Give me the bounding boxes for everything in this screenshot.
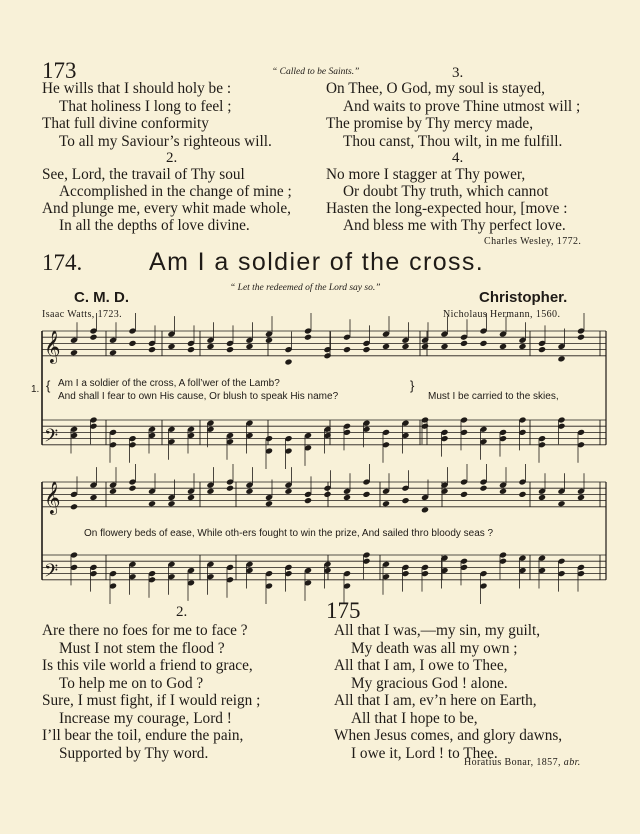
note-head [479, 485, 487, 492]
note-head [518, 343, 526, 350]
note-head [518, 491, 526, 498]
bass-clef-icon: 𝄢 [44, 425, 59, 451]
verse-line: That holiness I long to feel ; [59, 98, 232, 115]
hymn-174-stanza-2-number: 2. [176, 604, 188, 620]
note-head [148, 500, 156, 507]
note-head [323, 491, 331, 498]
lyrics-row-1-line-b: And shall I fear to own His cause, Or blush to speak His name? [58, 391, 339, 402]
note-head [362, 346, 370, 353]
note-head [440, 343, 448, 350]
note-head [284, 358, 292, 365]
verse-line: See, Lord, the travail of Thy soul [42, 166, 245, 183]
lyrics-row-2: On flowery beds of ease, While oth-ers fought to win the prize, And sailed thro bloody seas ? [84, 528, 494, 539]
lyrics-row-1-line-a: Am I a soldier of the cross, A foll’wer of the Lamb? [58, 378, 280, 389]
hymn-173-stanza-3-number: 3. [452, 65, 464, 81]
verse-line: To help me on to God ? [59, 675, 204, 692]
note-head [284, 488, 292, 495]
note-head [460, 340, 468, 347]
note-head [557, 500, 565, 507]
brace-left: { [46, 378, 51, 393]
note-head [265, 337, 273, 344]
note-head [401, 343, 409, 350]
verse-line: And waits to prove Thine utmost will ; [343, 98, 581, 115]
note-head [421, 506, 429, 513]
verse-line: Supported by Thy word. [59, 745, 209, 762]
note-head [109, 488, 117, 495]
verse-line: No more I stagger at Thy power, [326, 166, 526, 183]
note-head [148, 346, 156, 353]
verse-line: That full divine conformity [42, 115, 209, 132]
note-head [226, 485, 234, 492]
verse-line: I’ll bear the toil, endure the pain, [42, 727, 244, 744]
note-head [382, 500, 390, 507]
verse-line: My gracious God ! alone. [351, 675, 508, 692]
verse-line: My death was all my own ; [351, 640, 518, 657]
hymn-173-stanza-4-number: 4. [452, 150, 464, 166]
note-head [167, 343, 175, 350]
note-head [577, 494, 585, 501]
verse-line: The promise by Thy mercy made, [326, 115, 534, 132]
note-head [70, 349, 78, 356]
note-head [421, 343, 429, 350]
note-head [460, 491, 468, 498]
verse-line: Thou canst, Thou wilt, in me fulfill. [343, 133, 563, 150]
note-head [304, 497, 312, 504]
verse-line: Is this vile world a friend to grace, [42, 657, 253, 674]
note-head [382, 343, 390, 350]
note-head [304, 334, 312, 341]
note-head [206, 343, 214, 350]
note-head [245, 488, 253, 495]
verse-line: On Thee, O God, my soul is stayed, [326, 80, 545, 97]
verse-line: All that I am, I owe to Thee, [334, 657, 508, 674]
verse-line: All that I hope to be, [351, 710, 478, 727]
note-head [577, 334, 585, 341]
verse-line: And bless me with Thy perfect love. [343, 217, 566, 234]
note-head [89, 334, 97, 341]
hymn-175-number: 175 [326, 598, 361, 623]
verse-line: All that I was,—my sin, my guilt, [334, 622, 541, 639]
hymn-173-number: 173 [42, 58, 77, 83]
verse-line: Or doubt Thy truth, which cannot [343, 183, 549, 200]
hymn-174-meter: C. M. D. [74, 289, 129, 306]
verse-line: To all my Saviour’s righteous will. [59, 133, 272, 150]
note-head [128, 485, 136, 492]
note-head [167, 500, 175, 507]
verse-line: I owe it, Lord ! to Thee. [351, 745, 498, 762]
author-note: abr. [563, 757, 581, 768]
verse-line: Sure, I must fight, if I would reign ; [42, 692, 261, 709]
treble-clef-icon: 𝄞 [44, 480, 61, 514]
note-head [89, 494, 97, 501]
verse-line: Hasten the long-expected hour, [move : [326, 200, 568, 217]
verse-line: Must I not stem the flood ? [59, 640, 225, 657]
verse-line: Increase my courage, Lord ! [59, 710, 232, 727]
note-head [499, 488, 507, 495]
lyrics-row-1-line-c: Must I be carried to the skies, [428, 391, 559, 402]
hymn-174-music-credit: Nicholaus Hermann, 1560. [443, 309, 561, 320]
verse-line: Are there no foes for me to face ? [42, 622, 248, 639]
hymn-173-stanza-2-number: 2. [166, 150, 178, 166]
hymn-174-epigraph: “ Let the redeemed of the Lord say so.” [230, 283, 381, 293]
note-head [401, 497, 409, 504]
note-head [187, 494, 195, 501]
note-head [479, 340, 487, 347]
note-head [343, 346, 351, 353]
verse-line: And plunge me, every whit made whole, [42, 200, 291, 217]
verse-line: When Jesus comes, and glory dawns, [334, 727, 563, 744]
bass-clef-icon: 𝄢 [44, 560, 59, 586]
verse-number-1: 1. [31, 384, 40, 395]
hymn-173-author: Charles Wesley, 1772. [484, 236, 582, 247]
note-head [109, 349, 117, 356]
hymn-175-author [464, 757, 581, 768]
note-head [245, 343, 253, 350]
hymn-174-number: 174. [42, 250, 83, 275]
note-head [499, 343, 507, 350]
note-head [557, 355, 565, 362]
verse-line: All that I am, ev’n here on Earth, [334, 692, 537, 709]
hymn-174-title: Am I a soldier of the cross. [149, 248, 485, 276]
note-head [343, 494, 351, 501]
note-head [187, 346, 195, 353]
note-head [128, 340, 136, 347]
note-head [265, 500, 273, 507]
note-head [538, 494, 546, 501]
hymn-174-words-credit: Isaac Watts, 1723. [42, 309, 123, 320]
note-head [70, 503, 78, 510]
note-head [226, 346, 234, 353]
verse-line: He wills that I should holy be : [42, 80, 232, 97]
brace-right: } [410, 378, 415, 393]
note-head [362, 491, 370, 498]
verse-line: Accomplished in the change of mine ; [59, 183, 292, 200]
author-name: Horatius Bonar, 1857, [464, 757, 561, 768]
treble-clef-icon: 𝄞 [44, 329, 61, 363]
verse-line: In all the depths of love divine. [59, 217, 250, 234]
note-head [206, 488, 214, 495]
hymn-174-tune-name: Christopher. [479, 289, 568, 306]
hymn-173-epigraph: “ Called to be Saints.” [272, 67, 360, 77]
note-head [538, 346, 546, 353]
